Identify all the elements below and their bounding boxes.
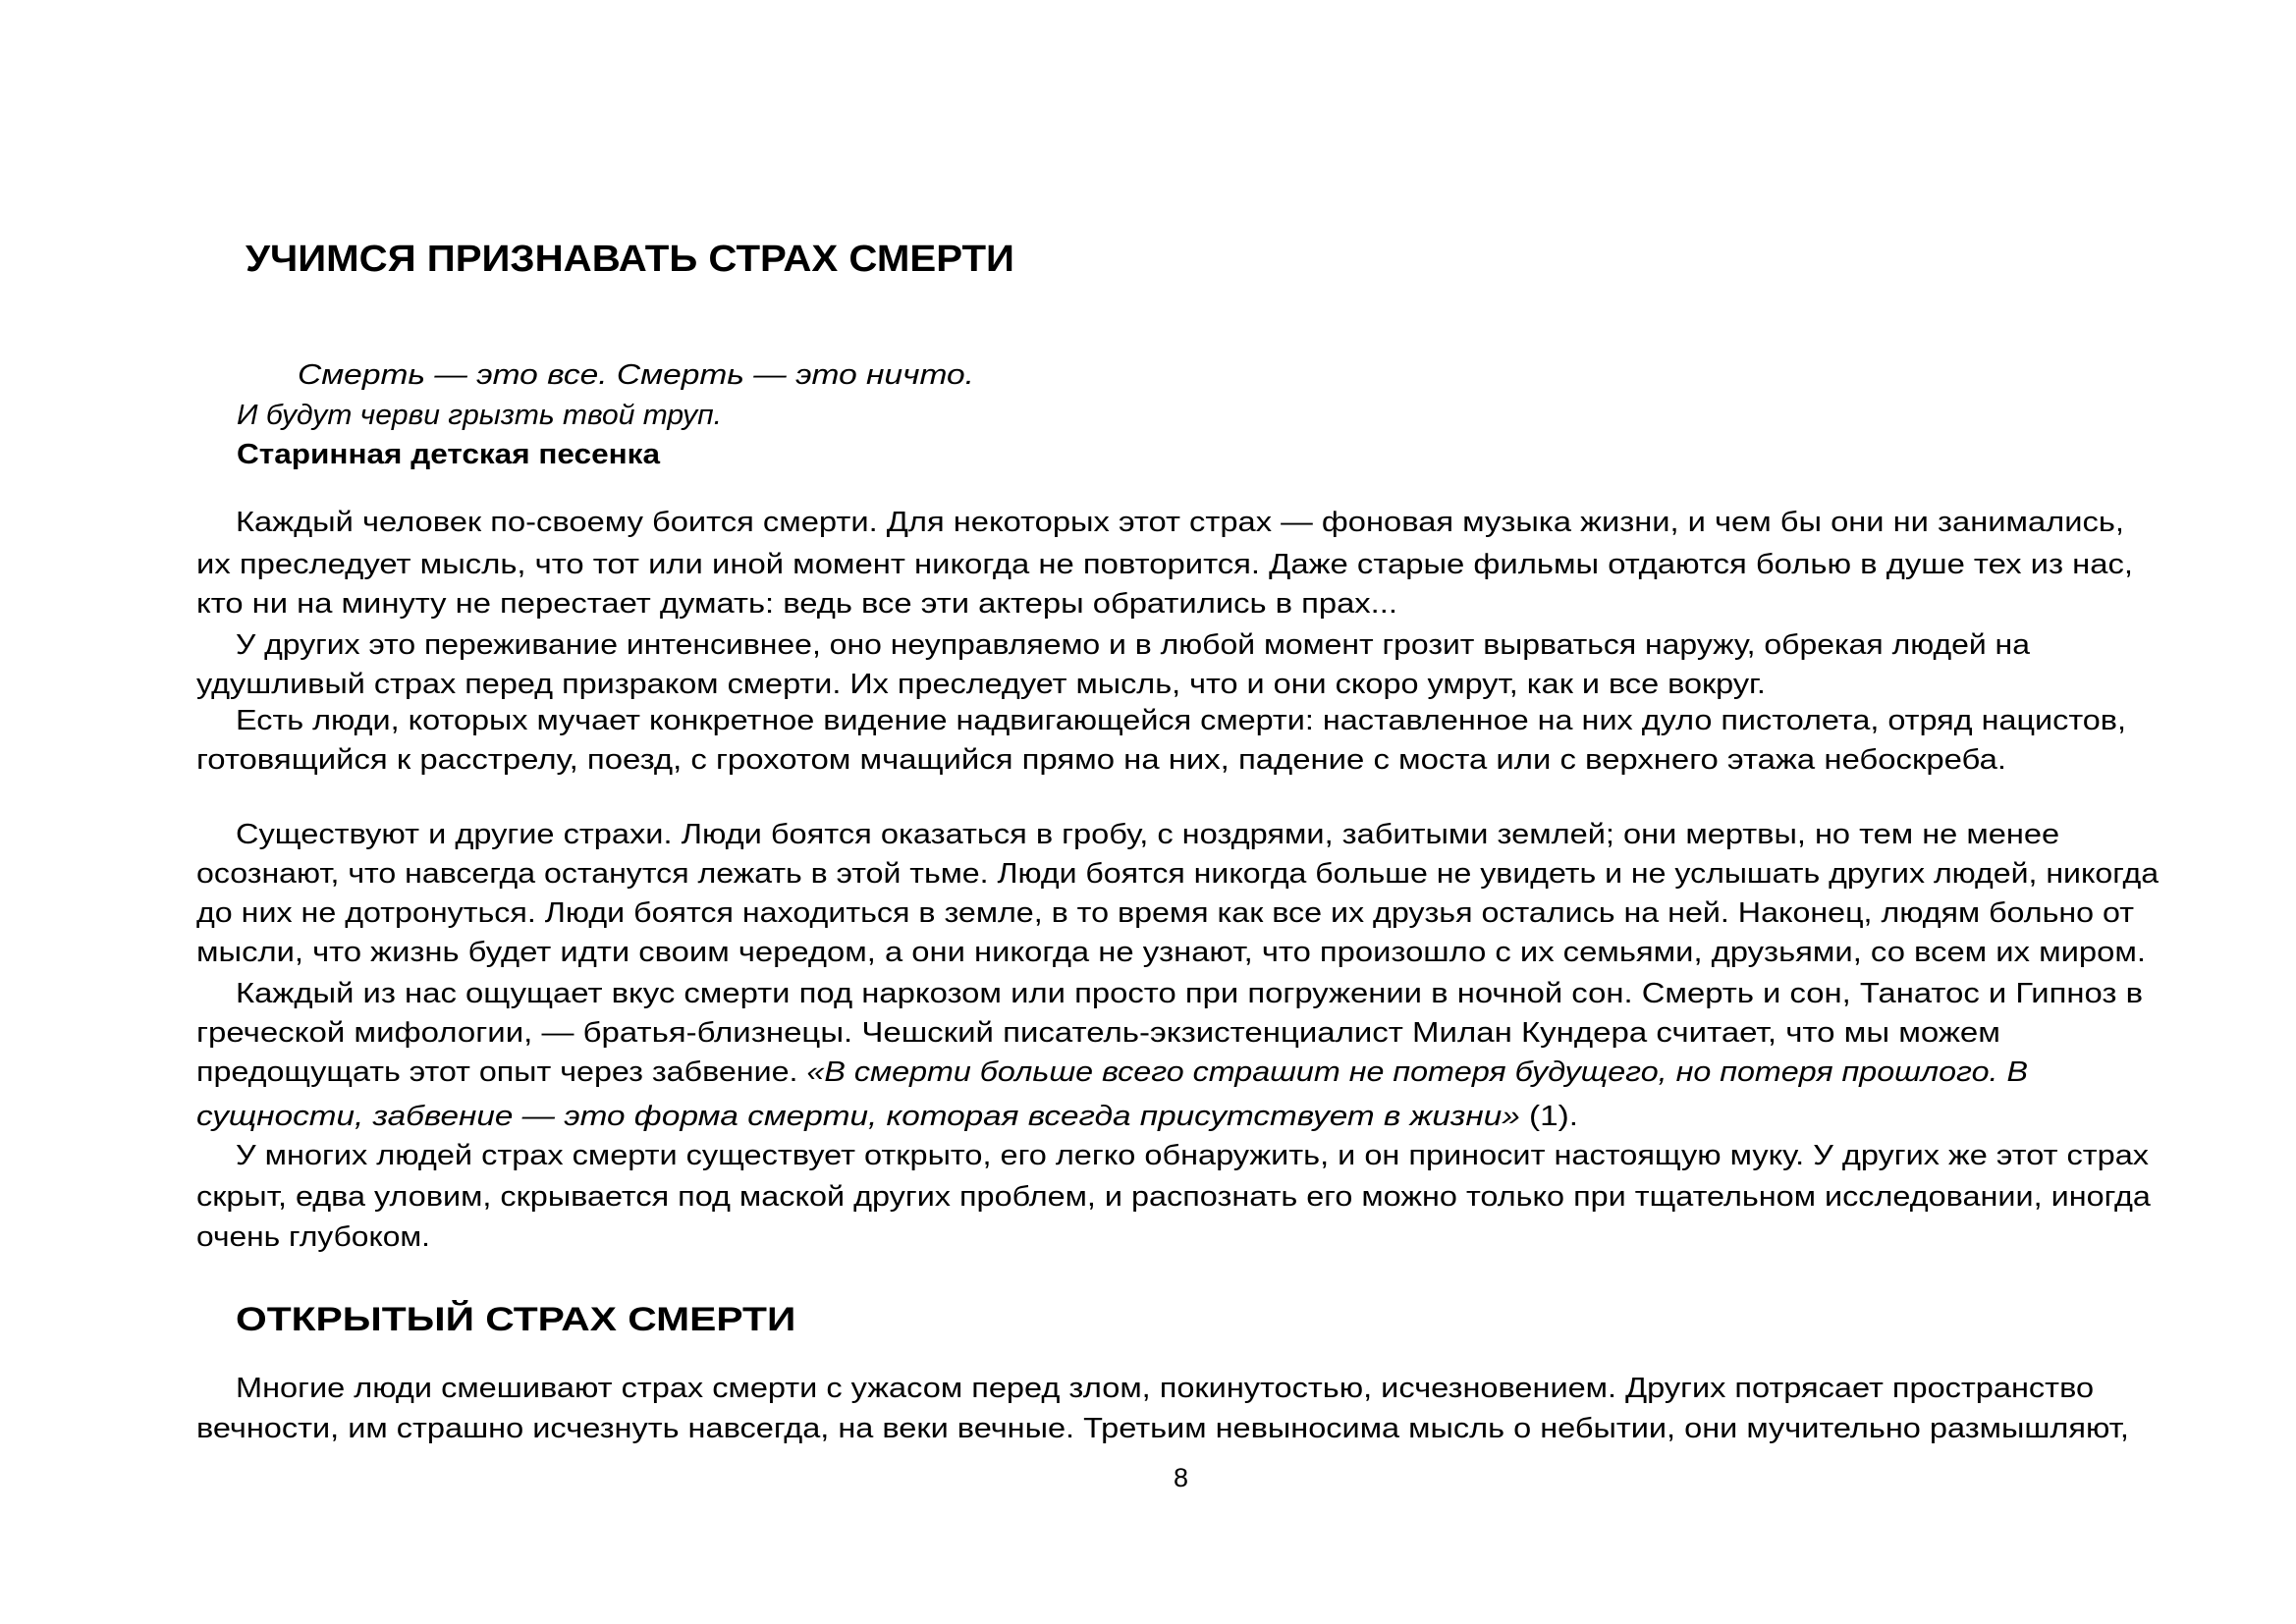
epigraph-source: Старинная детская песенка	[237, 439, 661, 470]
text-line: удушливый страх перед призраком смерти. Их преследует мысль, что и они скоро умрут, как и все вокруг.	[196, 669, 1766, 700]
text-line: греческой мифологии, — братья-близнецы. Чешский писатель-экзистенциалист Милан Кундера считает, что мы можем	[196, 1017, 2000, 1049]
text-line: очень глубоком.	[196, 1221, 430, 1253]
text-line	[196, 1103, 1578, 1131]
text-line: Многие люди смешивают страх смерти с ужасом перед злом, покинутостью, исчезновением. Других потрясает пространство	[236, 1373, 2095, 1404]
text-line: кто ни на минуту не перестает думать: ведь все эти актеры обратились в прах...	[196, 588, 1397, 620]
text-line: Каждый из нас ощущает вкус смерти под наркозом или просто при погружении в ночной сон. Смерть и сон, Танатос и Гипноз в	[236, 978, 2144, 1009]
footnote-ref: (1).	[1519, 1101, 1578, 1132]
text-line: Каждый человек по-своему боится смерти. Для некоторых этот страх — фоновая музыка жизни, и чем бы они ни занимались,	[236, 507, 2124, 538]
section-heading: ОТКРЫТЫЙ СТРАХ СМЕРТИ	[236, 1301, 796, 1338]
text-line: У многих людей страх смерти существует открыто, его легко обнаружить, и он приносит настоящую муку. У других же этот страх	[236, 1140, 2150, 1171]
text-line: скрыт, едва уловим, скрывается под маской других проблем, и распознать его можно только при тщательном исследовании, иногда	[196, 1181, 2151, 1213]
text-line: до них не дотронуться. Люди боятся находиться в земле, в то время как все их друзья остались на ней. Наконец, людям больно от	[196, 897, 2135, 929]
page-number: 8	[1174, 1463, 1189, 1492]
text-line	[196, 1058, 2028, 1087]
text-line: У других это переживание интенсивнее, оно неуправляемо и в любой момент грозит вырваться наружу, обрекая людей на	[236, 629, 2030, 661]
text-line: готовящийся к расстрелу, поезд, с грохотом мчащийся прямо на них, падение с моста или с верхнего этажа небоскреба.	[196, 744, 2007, 776]
epigraph-line: Смерть — это все. Смерть — это ничто.	[298, 359, 975, 391]
text-line: вечности, им страшно исчезнуть навсегда, на веки вечные. Третьим невыносима мысль о небытии, они мучительно размышляют,	[196, 1413, 2129, 1444]
text-line: мысли, что жизнь будет идти своим чередом, а они никогда не узнают, что произошло с их семьями, друзьями, со всем их миром.	[196, 937, 2147, 968]
text-line: их преследует мысль, что тот или иной момент никогда не повторится. Даже старые фильмы отдаются болью в душе тех из нас,	[196, 549, 2134, 580]
epigraph-line: И будут черви грызть твой труп.	[237, 400, 722, 431]
quote-text: «В смерти больше всего страшит не потеря будущего, но потеря прошлого. В	[806, 1056, 2028, 1088]
text-line: Существуют и другие страхи. Люди боятся оказаться в гробу, с ноздрями, забитыми землей; они мертвы, но тем не менее	[236, 819, 2060, 850]
chapter-title: УЧИМСЯ ПРИЗНАВАТЬ СТРАХ СМЕРТИ	[246, 239, 1014, 280]
quote-text: сущности, забвение — это форма смерти, которая всегда присутствует в жизни»	[196, 1101, 1520, 1132]
text-line: Есть люди, которых мучает конкретное видение надвигающейся смерти: наставленное на них дуло пистолета, отряд нацистов,	[236, 705, 2127, 736]
text-span: предощущать этот опыт через забвение.	[196, 1056, 807, 1088]
text-line: осознают, что навсегда останутся лежать в этой тьме. Люди боятся никогда больше не увидеть и не услышать других людей, никогда	[196, 858, 2159, 890]
